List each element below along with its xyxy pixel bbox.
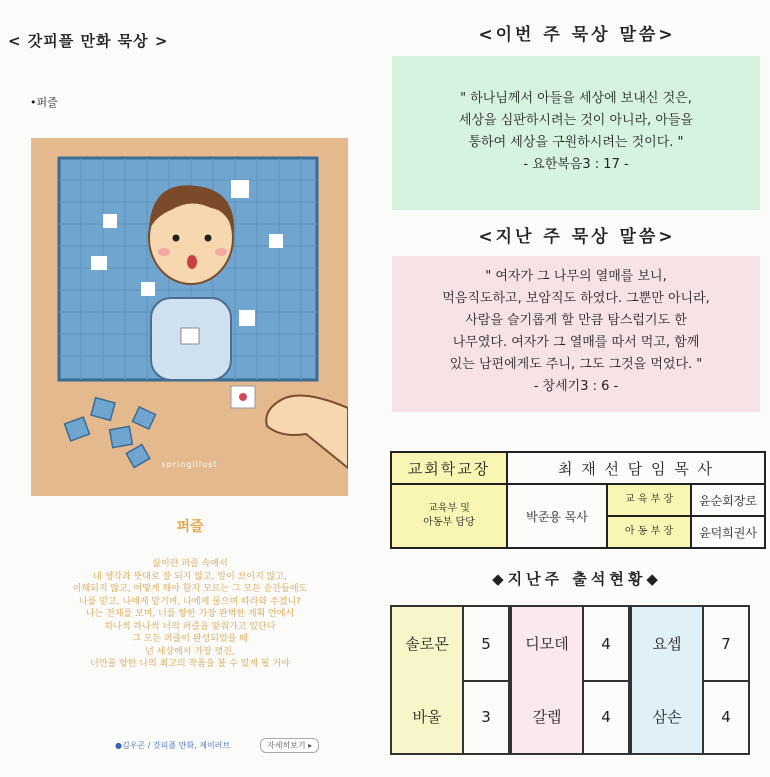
- attendance-heading: ◆지난주 출석현황◆: [492, 570, 662, 588]
- attendance-group: [390, 605, 510, 755]
- class-name: 갈렙: [512, 680, 584, 753]
- verse-line: 있는 남편에게도 주니, 그도 그것을 먹었다. ": [449, 357, 703, 372]
- class-count: 4: [601, 634, 611, 653]
- attendance-group: [630, 605, 750, 755]
- comic-illustration: [31, 138, 348, 496]
- verse-reference: - 창세기3 : 6 -: [533, 379, 619, 394]
- puzzle-comic-art: [31, 138, 348, 496]
- poem-line: 나는 전체를 보며, 너를 향한 가장 완벽한 계획 안에서: [85, 609, 295, 619]
- staff-table: [390, 451, 766, 549]
- verse-line: 통하여 세상을 구원하시려는 것이다. ": [468, 135, 684, 150]
- verse-line: " 하나님께서 아들을 세상에 보내신 것은,: [460, 91, 692, 106]
- principal-value: 최 재 선 담 임 목 사: [507, 452, 765, 484]
- poem-line: 나를 믿고, 나에게 맡기며, 나에게 물으며 따라와 주겠니?: [79, 596, 301, 607]
- class-count: 4: [721, 707, 731, 726]
- verse-line: 세상을 심판하시려는 것이 아니라, 아들을: [458, 113, 694, 128]
- poem-line: 삶이란 퍼즐 속에서: [152, 559, 228, 569]
- class-name: 디모데: [512, 607, 584, 680]
- poem-line: 이해되지 않고, 어떻게 해야 할지 모르는 그 모든 순간들에도: [72, 584, 308, 594]
- details-button[interactable]: 자세히보기 ▸: [260, 738, 319, 753]
- class-name: 바울: [392, 680, 464, 753]
- class-name: 솔로몬: [392, 607, 464, 680]
- class-count: 5: [481, 634, 491, 653]
- poem-text: [40, 558, 340, 671]
- kids-head-value: 윤덕희권사: [691, 516, 765, 548]
- verse-line: 먹음직도하고, 보암직도 하였다. 그뿐만 아니라,: [442, 291, 710, 306]
- edu-head-value: 윤순회장로: [691, 484, 765, 516]
- comic-brand-text: springillust: [161, 460, 218, 469]
- this-week-verse-box: [392, 56, 760, 210]
- poem-line: 넌 세상에서 가장 멋진,: [145, 646, 235, 657]
- dept-label: [391, 484, 507, 548]
- this-week-heading: <이번 주 묵상 말씀>: [478, 25, 676, 45]
- principal-label: 교회학교장: [391, 452, 507, 484]
- poem-line: 너만을 향한 나의 최고의 작품을 볼 수 있게 될 거야: [90, 659, 290, 669]
- edu-head-label: 교 육 부 장: [607, 484, 691, 516]
- attendance-group: [510, 605, 630, 755]
- right-panel: [384, 0, 770, 777]
- kids-head-label: 아 동 부 장: [607, 516, 691, 548]
- verse-line: 나무였다. 여자가 그 열매를 따서 먹고, 함께: [452, 335, 700, 350]
- left-panel: [0, 0, 380, 777]
- poem-line: 그 모든 퍼즐이 완성되었을 때: [132, 634, 248, 644]
- verse-line: " 여자가 그 나무의 열매를 보니,: [485, 269, 667, 284]
- class-name: 삼손: [632, 680, 704, 753]
- poem-title: 퍼즐: [176, 519, 204, 535]
- last-week-heading: <지난 주 묵상 말씀>: [478, 227, 676, 247]
- dept-value: 박준용 목사: [507, 484, 607, 548]
- poem-line: 하나씩 하나씩 너의 퍼즐을 맞춰가고 있단다: [104, 621, 276, 632]
- class-count: 4: [601, 707, 611, 726]
- dept-label-line: 아동부 담당: [423, 517, 475, 528]
- last-week-verse-box: [392, 256, 760, 412]
- credit-text: ●김우곤 / 갓피플 만화, 제이러브: [115, 741, 231, 750]
- verse-reference: - 요한복음3 : 17 -: [523, 157, 629, 172]
- dept-label-line: 교육부 및: [428, 503, 470, 514]
- comic-label: •퍼즐: [30, 96, 58, 109]
- class-name: 요셉: [632, 607, 704, 680]
- section-title: < 갓피플 만화 묵상 >: [8, 32, 169, 50]
- class-count: 3: [481, 707, 491, 726]
- poem-line: 내 생각과 뜻대로 잘 되지 않고, 앞이 보이지 않고,: [93, 571, 287, 582]
- verse-line: 사람을 슬기롭게 할 만큼 탐스럽기도 한: [465, 313, 687, 328]
- class-count: 7: [721, 634, 731, 653]
